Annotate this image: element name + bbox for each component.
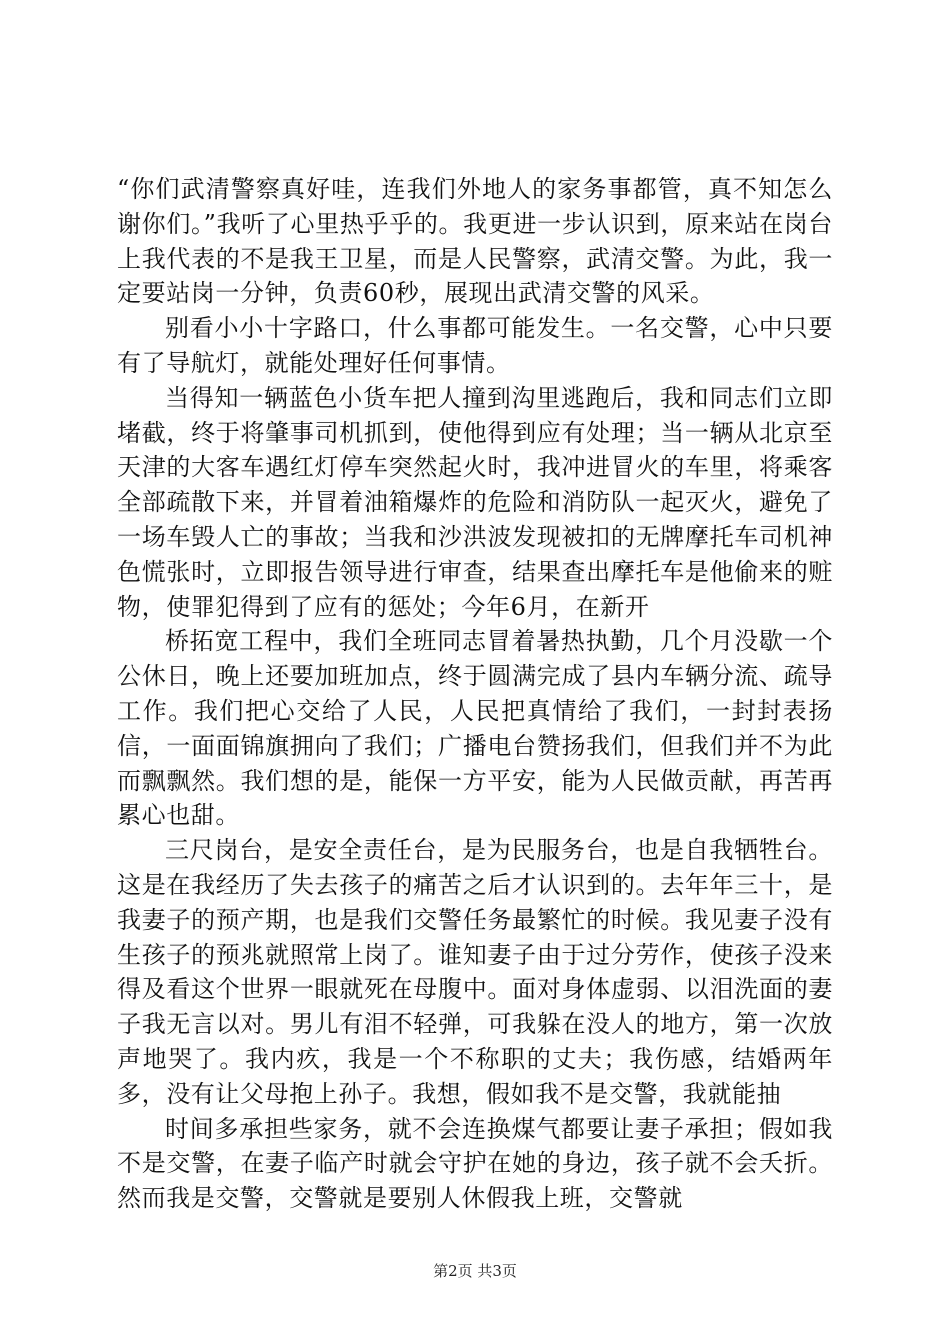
body-text xyxy=(117,172,833,1216)
paragraph-5: 三尺岗台，是安全责任台，是为民服务台，也是自我牺牲台。这是在我经历了失去孩子的痛苦之后才认识到的。去年年三十，是我妻子的预产期，也是我们交警任务最繁忙的时候。我见妻子没有生孩子的预兆就照常上岗了。谁知妻子由于过分劳作，使孩子没来得及看这个世界一眼就死在母腹中。面对身体虚弱、以泪洗面的妻子我无言以对。男儿有泪不轻弹，可我躲在没人的地方，第一次放声地哭了。我内疚，我是一个不称职的丈夫；我伤感，结婚两年多，没有让父母抱上孙子。我想，假如我不是交警，我就能抽 xyxy=(117,836,833,1108)
paragraph-2: 别看小小十字路口，什么事都可能发生。一名交警，心中只要有了导航灯，就能处理好任何事情。 xyxy=(117,314,833,377)
paragraph-4: 桥拓宽工程中，我们全班同志冒着暑热执勤，几个月没歇一个公休日，晚上还要加班加点，终于圆满完成了县内车辆分流、疏导工作。我们把心交给了人民，人民把真情给了我们，一封封表扬信，一面面锦旗拥向了我们；广播电台赞扬我们，但我们并不为此而飘飘然。我们想的是，能保一方平安，能为人民做贡献，再苦再累心也甜。 xyxy=(117,627,833,830)
paragraph-1: “你们武清警察真好哇，连我们外地人的家务事都管，真不知怎么谢你们。”我听了心里热乎乎的。我更进一步认识到，原来站在岗台上我代表的不是我王卫星，而是人民警察，武清交警。为此，我一定要站岗一分钟，负责60秒，展现出武清交警的风采。 xyxy=(117,175,833,308)
paragraph-3: 当得知一辆蓝色小货车把人撞到沟里逃跑后，我和同志们立即堵截，终于将肇事司机抓到，使他得到应有处理；当一辆从北京至天津的大客车遇红灯停车突然起火时，我冲进冒火的车里，将乘客全部疏散下来，并冒着油箱爆炸的危险和消防队一起灭火，避免了一场车毁人亡的事故；当我和沙洪波发现被扣的无牌摩托车司机神色慌张时，立即报告领导进行审查，结果查出摩托车是他偷来的赃物，使罪犯得到了应有的惩处；今年6月，在新开 xyxy=(117,383,833,621)
paragraph-6: 时间多承担些家务，就不会连换煤气都要让妻子承担；假如我不是交警，在妻子临产时就会守护在她的身边，孩子就不会夭折。然而我是交警，交警就是要别人休假我上班，交警就 xyxy=(117,1114,833,1213)
page-footer: 第2页 共3页 xyxy=(433,1262,517,1280)
